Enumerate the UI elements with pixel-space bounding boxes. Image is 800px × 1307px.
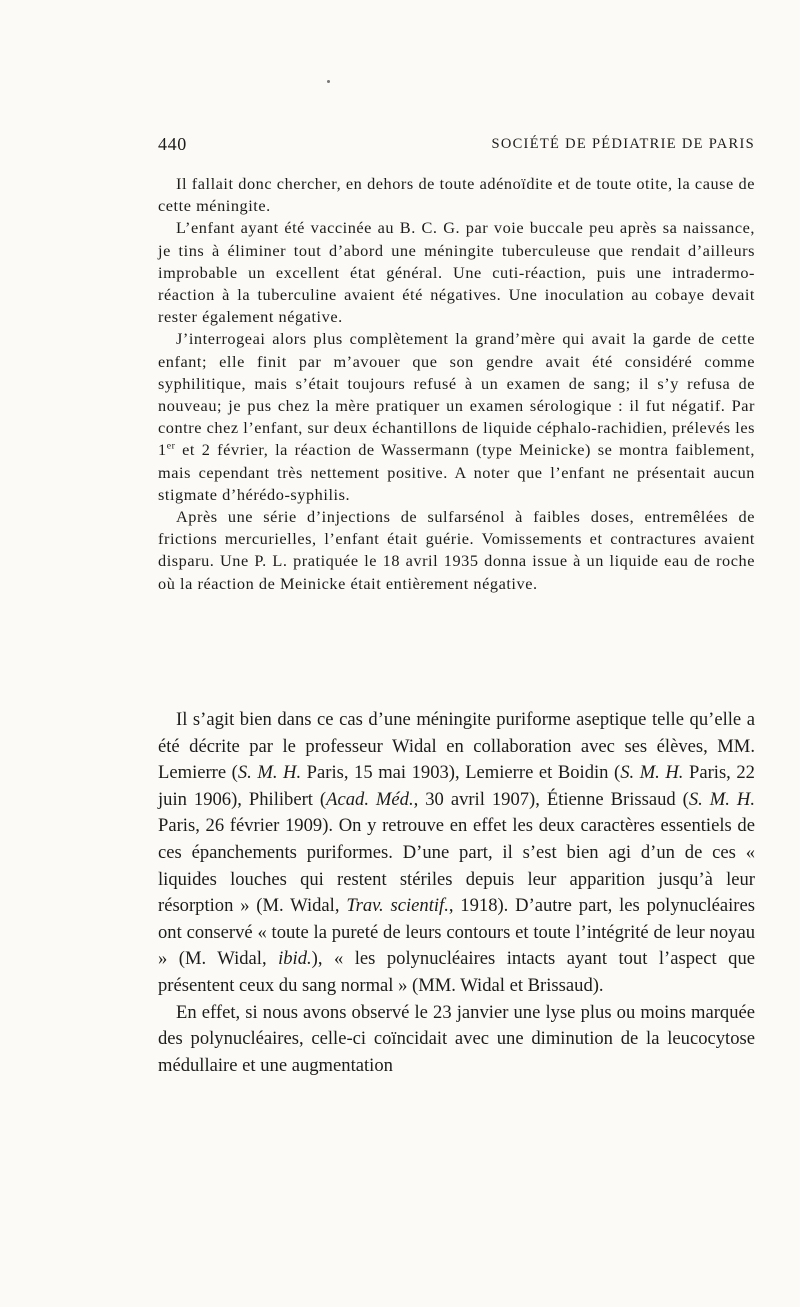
- paragraph-text: ), « les polynucléaires intacts ayant tout l’aspect que présentent ceux du sang normal » (MM. Widal et Brissaud).: [158, 948, 755, 996]
- paragraph-text: Il s’agit bien dans ce cas d’une méningite puriforme aseptique telle qu’elle a été décrite par le professeur Widal en collaboration avec ses élèves, MM. Lemierre (: [158, 709, 755, 784]
- citation-abbrev: Trav. scientif.: [346, 895, 449, 917]
- page-number: 440: [158, 134, 187, 154]
- paragraph: [158, 707, 755, 1000]
- paper-speck: [327, 80, 330, 83]
- citation-abbrev: S. M. H.: [688, 788, 755, 810]
- paragraph-text: , 1918). D’autre part, les polynucléaires ont conservé « toute la pureté de leurs contours et toute l’intégrité de leur noyau » (M. Widal,: [158, 895, 755, 970]
- discussion-text: [158, 707, 755, 1079]
- citation-abbrev: S. M. H.: [620, 762, 684, 784]
- paragraph: En effet, si nous avons observé le 23 janvier une lyse plus ou moins marquée des polynucléaires, celle-ci coïncidait avec une diminution de la leucocytose médullaire et une augmentation: [158, 1001, 755, 1076]
- paragraph-text: Paris, 22 juin 1906), Philibert (: [158, 762, 755, 810]
- paragraph: Après une série d’injections de sulfarsénol à faibles doses, entremêlées de frictions mercurielles, l’enfant était guérie. Vomissements et contractures avaient disparu. Une P. L. pratiquée le 18 avril 1935 donna issue à un liquide eau de roche où la réaction de Meinicke était entièrement négative.: [158, 507, 755, 593]
- citation-abbrev: ibid.: [278, 948, 312, 970]
- running-head: SOCIÉTÉ DE PÉDIATRIE DE PARIS: [491, 136, 755, 152]
- page-header: [158, 134, 755, 156]
- paragraph-text: Paris, 15 mai 1903), Lemierre et Boidin (: [301, 762, 621, 784]
- citation-abbrev: S. M. H.: [237, 762, 302, 784]
- paragraph-text: Paris, 26 février 1909). On y retrouve en effet les deux caractères essentiels de ces épanchements puriformes. D’une part, il s’est bien agi d’un de ces « liquides louches qui restent stériles depuis leur apparition jusqu’à leur résorption » (M. Widal,: [158, 815, 755, 917]
- case-report-text: [158, 173, 755, 595]
- citation-abbrev: Acad. Méd.: [326, 788, 414, 810]
- paragraph: [158, 328, 755, 506]
- ordinal-superscript: er: [166, 441, 176, 453]
- paragraph: Il fallait donc chercher, en dehors de toute adénoïdite et de toute otite, la cause de cette méningite.: [158, 174, 755, 216]
- paragraph-text: , 30 avril 1907), Étienne Brissaud (: [413, 788, 689, 810]
- paragraph-text: J’interrogeai alors plus complètement la grand’mère qui avait la garde de cette enfant; elle finit par m’avouer que son gendre avait été considéré comme syphilitique, mais s’était toujours refusé à un examen de sang; il s’y refusa de nouveau; je pus chez la mère pratiquer un examen sérologique : il fut négatif. Par contre chez l’enfant, sur deux échantillons de liquide céphalo-rachidien, prélevés les 1: [158, 329, 756, 460]
- paragraph-text: et 2 février, la réaction de Wassermann (type Meinicke) se montra faiblement, mais cependant très nettement positive. A noter que l’enfant ne présentait aucun stigmate d’hérédo-syphilis.: [158, 440, 755, 504]
- paragraph: L’enfant ayant été vaccinée au B. C. G. par voie buccale peu après sa naissance, je tins à éliminer tout d’abord une méningite tuberculeuse que rendait d’ailleurs improbable un excellent état général. Une cuti-réaction, puis une intradermo-réaction à la tuberculine avaient été négatives. Une inoculation au cobaye devait rester également négative.: [158, 218, 755, 327]
